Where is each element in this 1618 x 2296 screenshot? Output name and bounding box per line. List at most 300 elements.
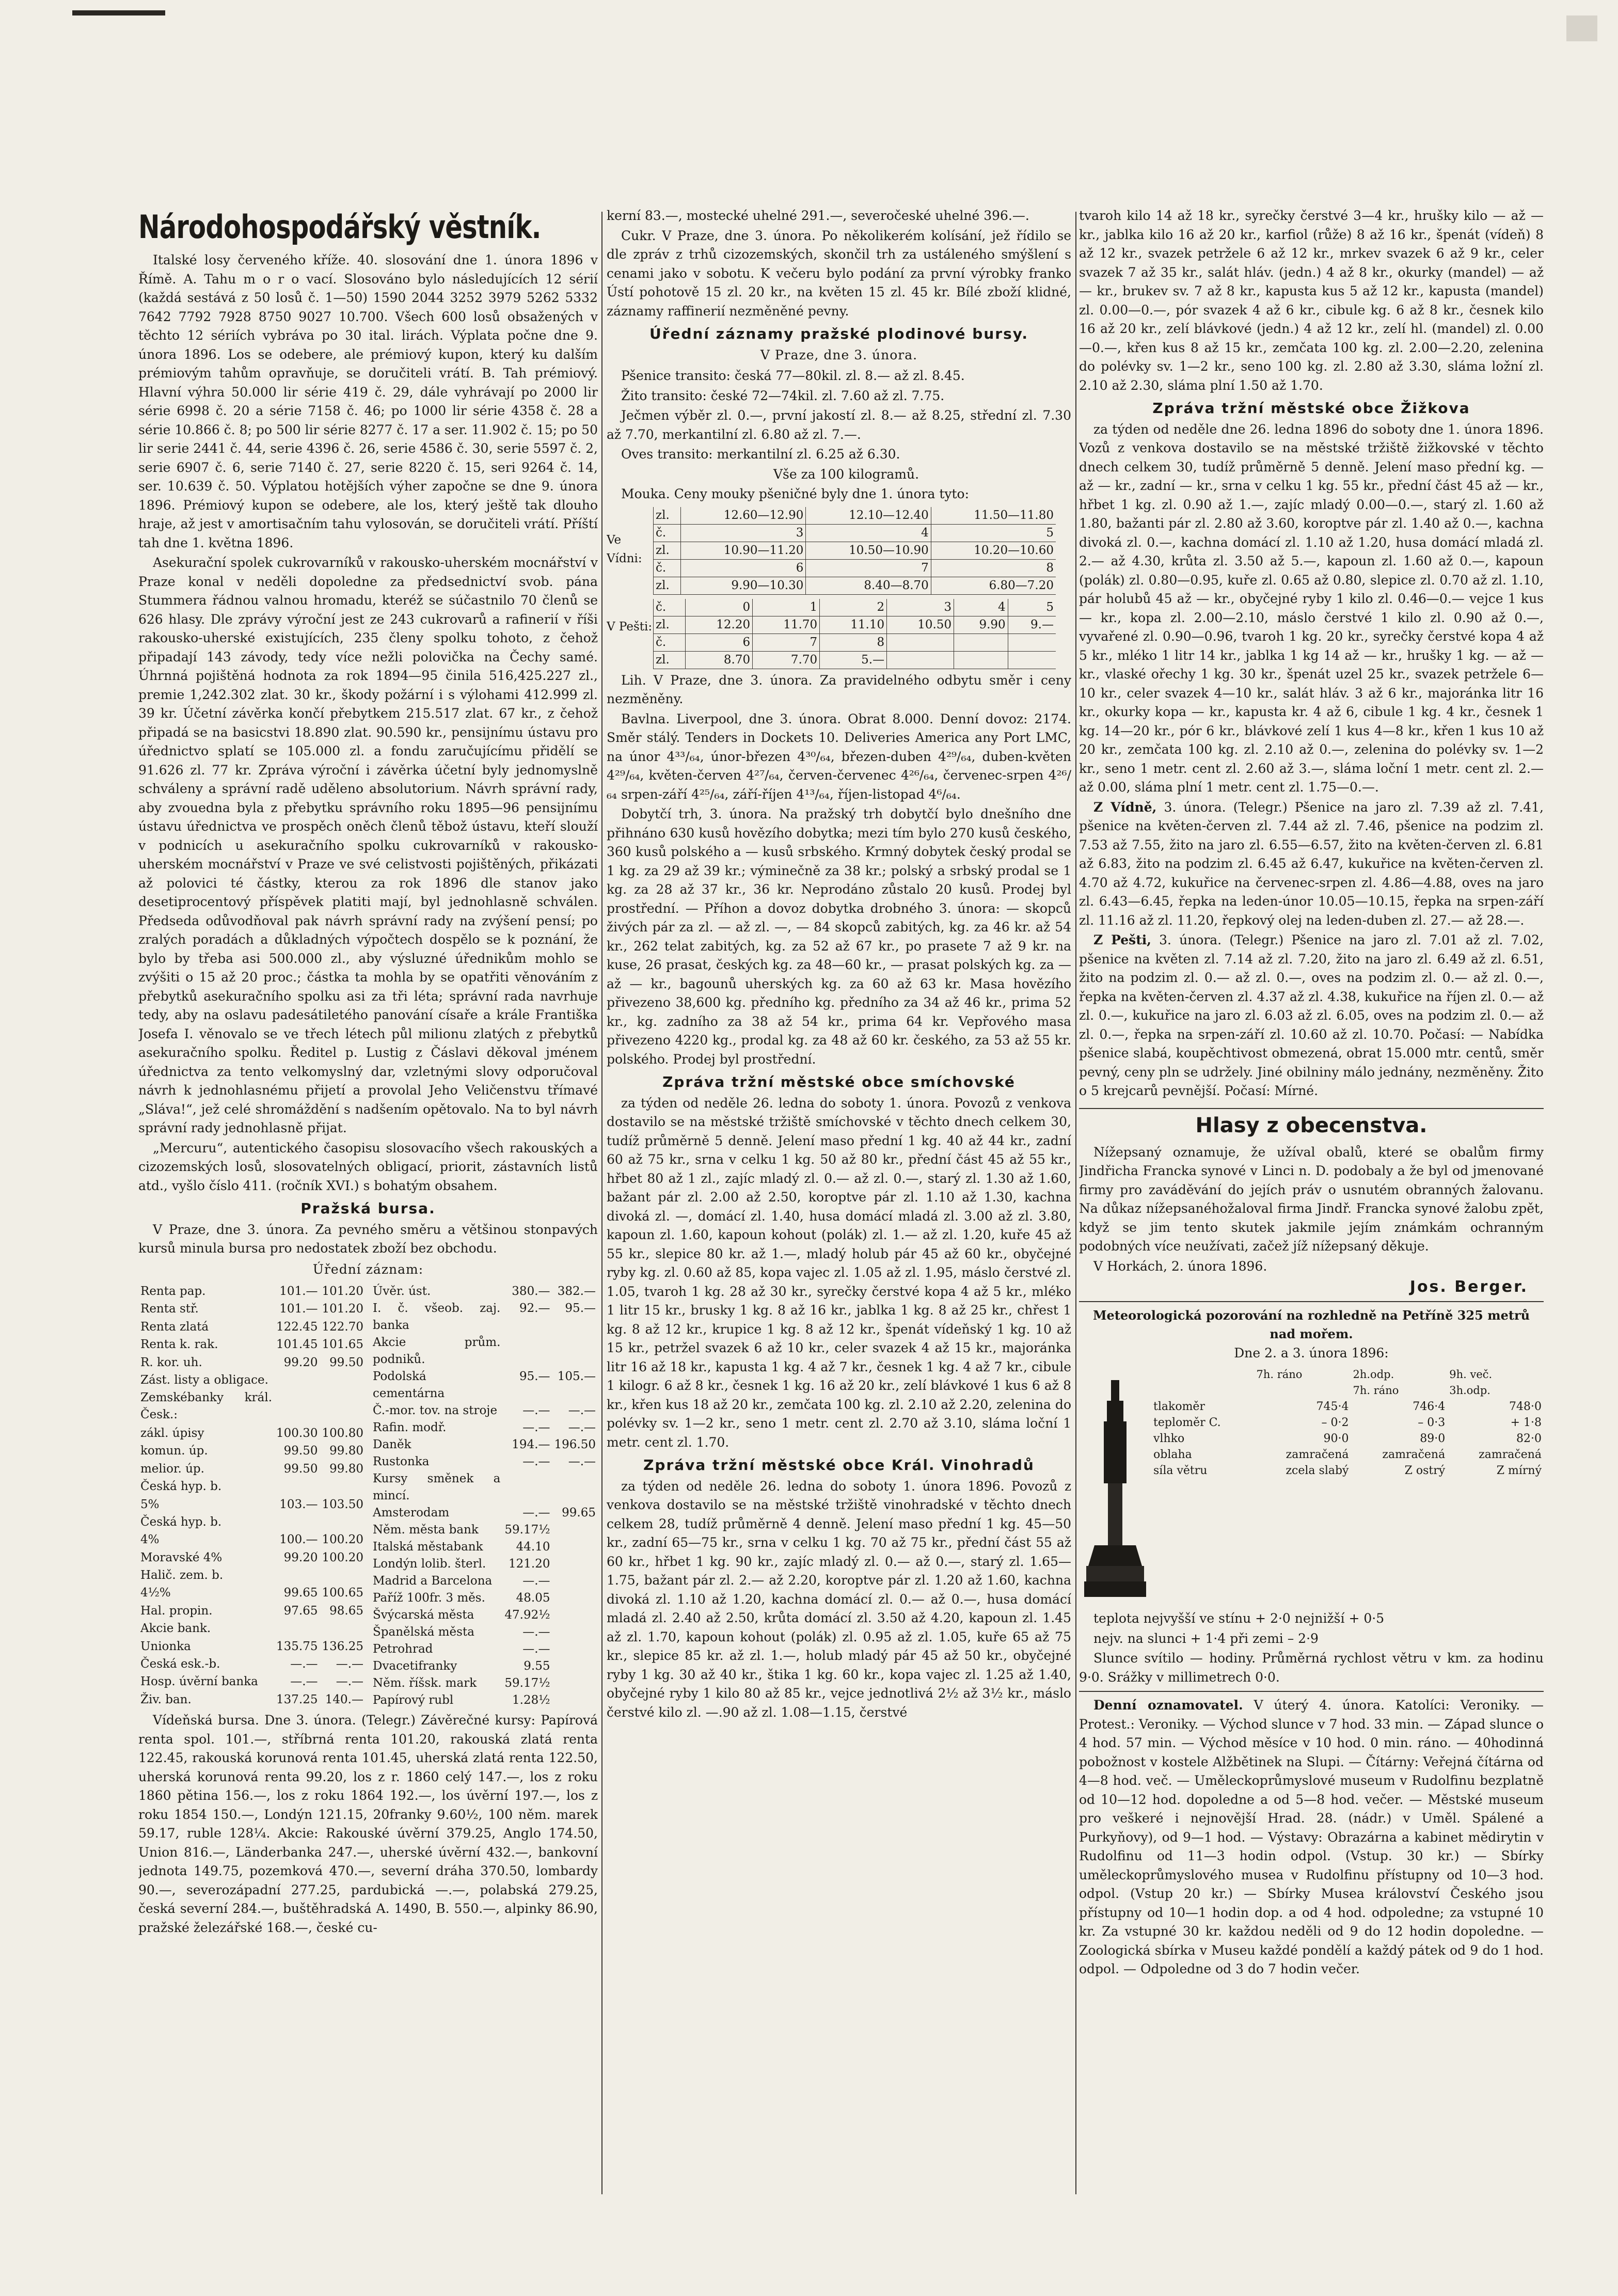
table-cell: Akcie bank. [140,1622,211,1636]
table-cell: Renta stř. [140,1302,199,1316]
bursa-row [138,1354,366,1372]
table-cell: Podolská cementárna [373,1370,445,1400]
table-cell: 746·4 [1413,1400,1446,1413]
bursa-row [371,1402,598,1419]
table-cell [552,1607,598,1624]
table-cell: 0 [686,599,753,616]
bursa-row [371,1522,598,1539]
table-cell: 101.— [279,1285,318,1298]
table-cell: 2 [820,599,887,616]
table-cell: Česká hyp. b. [140,1480,222,1494]
table-cell: —.— [522,1506,550,1519]
column-rule [601,212,602,2194]
plodinova-title: Úřední záznamy pražské plodinové bursy. [649,325,1029,342]
table-cell: 100.— [279,1533,318,1547]
table-cell: zl. [654,542,681,559]
meteo-row [1151,1463,1544,1479]
table-cell: 11.50—11.80 [931,507,1056,525]
print-mark [72,10,165,15]
table-cell: Z mírný [1496,1464,1542,1477]
table-cell: Zemskébanky král. Česk.: [140,1391,273,1422]
table-cell: 101.20 [322,1302,363,1316]
table-cell: —.— [336,1675,363,1689]
table-cell: 95.— [565,1302,596,1315]
table-cell: 8.40—8.70 [806,577,931,594]
table-cell: —.— [336,1657,363,1671]
table-cell [552,1573,598,1590]
plodinova-line: Pšenice transito: česká 77—80kil. zl. 8.— až zl. 8.45. [621,368,965,383]
table-cell: 99.50 [329,1355,363,1369]
bursa-row [138,1603,366,1620]
mouka-row [654,524,1056,542]
article-videnska-bursa: Vídeňská bursa. Dne 3. února. (Telegr.) Závěrečné kursy: Papírová renta spol. 101.—, stříbrná renta 101.20, rakouská zlatá renta 122.45, rakouská korunová renta 101.45, uherská zlatá renta 122.50, uherská korunová renta 99.20, los z r. 1860 celý 147.—, los z roku 1860 pětina 156.—, los z roku 1864 192.—, los úvěrní 197.—, los z roku 1854 150.—, Londýn 121.15, 20franky 9.60½, 100 něm. marek 59.17, ruble 128¼. Akcie: Rakouské úvěrní 379.25, Anglo 174.50, Union 816.—, Länderbanka 247.—, uherské úvěrní 432.—, bankovní jednota 149.75, pozemková 470.—, severní dráha 370.50, lombardy 90.—, severozápadní 277.25, pardubická —.—, polabská 279.25, česká severní 284.—, buštěhradská A. 1490, B. 550.—, alpinky 86.90, pražské železářské 168.—, české cu- [138,1713,598,1935]
table-cell: 99.20 [283,1550,318,1564]
table-cell: tlakoměr [1153,1400,1205,1413]
table-cell: 745·4 [1316,1400,1349,1413]
table-cell: Hosp. úvěrní banka [140,1675,258,1689]
hlasy-signature: Jos. Berger. [1409,1278,1528,1296]
table-cell [274,1478,320,1496]
table-cell: 47.92½ [504,1608,550,1622]
table-cell: č. [654,524,681,542]
table-cell [274,1514,320,1531]
bursa-row [138,1620,366,1638]
bursa-row [138,1514,366,1531]
bursa-row [138,1531,366,1549]
table-cell: č. [654,634,686,651]
meteo-row [1151,1431,1544,1447]
mouka-row [654,542,1056,559]
table-cell: —.— [522,1574,550,1588]
table-cell: 5 [1008,599,1056,616]
mouka-pesti-label: V Pešti: [607,620,653,634]
table-cell: 7.70 [753,651,820,669]
mouka-pesti-table [653,599,1056,669]
table-cell: 97.65 [283,1604,318,1618]
meteo-date: Dne 2. a 3. února 1896: [1234,1345,1389,1360]
table-cell: 103.— [279,1497,318,1511]
table-cell: 82·0 [1516,1432,1542,1445]
table-cell: 12.20 [686,616,753,634]
table-cell: Něm. říšsk. mark [373,1676,477,1690]
table-cell: zamračená [1286,1448,1349,1461]
bursa-row [371,1300,598,1334]
bursa-row [371,1453,598,1470]
article-asekuracni-spolek: Asekurační spolek cukrovarníků v rakousko-uherském mocnářství v Praze konal v neděli dopoledne za předsednictví svob. pána Stummera řádnou valnou hromadu, kteréž se súčastnilo 70 členů se 626 hlasy. Dle zprávy výroční jest ze 243 cukrovarů a rafinerií v říši rakousko-uherské existujících, 235 členy spolku tohoto, z čehož připadají 143 závody, tedy více nežli polovička na Čechy samé. Úhrnná pojištěná hodnota za rok 1894—95 činila 516,425.227 zl., premie 1,242.302 zlat. 30 kr., škody požární i s výlohami 412.999 zl. 39 kr. Účetní závěrka končí přebytkem 215.517 zlat. 67 kr., z čehož připadá se na basicstvi 18.890 zlat. 90.590 kr., pensijnímu ústavu pro úřednictvo splatí se 105.000 zl. a fondu zaručujícímu přidělí se 91.626 zl. 77 kr. Zpráva výroční i závěrka účetní byly jednomyslně schváleny a správní radě uděleno absolutorium. Návrh správní rady, aby zvouedna byla z přebytku správního roku 1895—96 pensijnímu ústavu úřednictva ve prospěch oněch členů těbož ústavu, kteří slouží v podnicích u asekuračního spolku cukrovarníků v rakousko-uherském mocnářství v Praze ve své celistvosti pojištěných, přikázati až polovici té částky, kterou za rok 1896 dle stanov jako desetiprocentový příspěvek platiti mají, byl jednohlasně schválen. Předseda odůvodňoval pak návrh správní rady na zvýšení pensí; po zralých poradách a důkladných výpočtech dospělo se k poznání, že bylo by třeba asi 500.000 zl., aby výsluzné úřednikům mohlo se zvýšiti o 15 až 20 proc.; částka ta mohla by se opatřiti věnováním z přebytků asekuračního spolku asi za tři léta; správní rada navrhuje tedy, aby na oslavu padesátiletého panování císaře a krále Františka Josefa I. věnovalo se ve třech létech půl milionu zlatých z přebytků asekuračního spolku. Ředitel p. Lustig z Čáslavi děkoval jménem úřednictva za tento velkomyslný dar, vzletnými slovy odporučoval návrh k jednohlasnému přijetí a provolal Jeho Veličenstvu třímavé „Sláva!“, jež celé shromáždění s nadšením opětovalo. Na to byl návrh správní rady jednohlasně přijat. [138,555,598,1135]
table-cell [320,1478,366,1496]
table-cell: 7 [806,559,931,577]
bursa-row [371,1607,598,1624]
table-cell: Živ. ban. [140,1692,192,1706]
mouka-intro: Mouka. Ceny mouky pšeničné byly dne 1. února tyto: [621,486,970,501]
vidne-title: Z Vídně, [1093,799,1157,815]
meteo-head-cell: 3h.odp. [1449,1384,1490,1397]
table-cell: 6 [686,634,753,651]
table-cell: Renta k. rak. [140,1338,218,1352]
table-cell: č. [654,559,681,577]
bursa-row [138,1585,366,1602]
meteo-table-wrap [1151,1365,1544,1481]
table-cell: zl. [654,616,686,634]
table-cell: 121.20 [509,1557,550,1571]
table-cell: Madrid a Barcelona [373,1574,493,1588]
pesti-paragraph [1079,931,1544,1101]
table-cell: Č.-mor. tov. na stroje [373,1404,498,1417]
pesti-title: Z Pešti, [1093,932,1151,947]
table-cell: 11.70 [753,616,820,634]
table-cell: —.— [522,1642,550,1656]
table-cell: Daněk [373,1438,411,1451]
table-cell [552,1624,598,1641]
page-corner-shadow [1566,15,1597,41]
bursa-row [138,1461,366,1478]
bursa-row [371,1641,598,1658]
table-cell: Italská městabank [373,1540,483,1554]
table-cell: zákl. úpisy [140,1427,204,1440]
mouka-vidni-table [653,507,1056,595]
table-cell: Dvacetifranky [373,1659,457,1673]
table-cell: 100.65 [322,1586,363,1600]
table-cell: zl. [654,507,681,525]
hlasy-text: Nížepsaný oznamuje, že užíval obalů, které se obalům firmy Jindřicha Francka synové v Linci n. D. podobaly a že byl od jmenované firmy pro zaváděvání do jejích práv o usnutém obranných žalovanu. Na důkaz nížepsanéhožaloval firma Jindř. Francka synové žalobu zpět, když se jim tento skutek jakmile jejím známkám ochranným podobných více neužívati, začež jíž nížepsaný děkuje. [1079,1144,1544,1254]
bursa-row [371,1539,598,1556]
table-cell: 95.— [519,1370,550,1383]
table-cell: 101.65 [322,1338,363,1352]
mouka-row [654,507,1056,525]
meteo-extra: Slunce svítilo — hodiny. Průměrná rychlost větru v km. za hodinu 9·0. Srážky v millimetrech 0·0. [1079,1651,1544,1685]
table-cell [552,1539,598,1556]
table-cell: Úvěr. úst. [373,1285,431,1298]
table-cell: síla větru [1153,1464,1208,1477]
plodinova-line: Ječmen výběr zl. 0.—, první jakostí zl. 8.— až 8.25, střední zl. 7.30 až 7.70, merkantilní zl. 6.80 až zl. 7.—. [607,408,1071,442]
plodinova-date: V Praze, dne 3. února. [760,347,918,362]
table-cell: Švýcarská města [373,1608,474,1622]
table-cell: 100.20 [322,1550,363,1564]
bursa-row [138,1478,366,1496]
meteo-head-cell: 2h.odp. [1353,1368,1394,1381]
table-cell: 140.— [325,1692,363,1706]
table-cell: 1 [753,599,820,616]
table-cell: 99.50 [283,1462,318,1476]
tower-illustration [1084,1380,1146,1597]
meteo-extra: nejv. na slunci + 1·4 při zemi – 2·9 [1093,1630,1319,1646]
table-cell: 136.25 [322,1639,363,1653]
table-cell: Něm. města bank [373,1523,479,1537]
table-cell: 8.70 [686,651,753,669]
table-cell [552,1658,598,1675]
article-continued: kerní 83.—, mostecké uhelné 291.—, severočeské uhelné 396.—. [607,208,1029,223]
mouka-row [654,616,1056,634]
table-cell: 137.25 [276,1692,318,1706]
bursa-row [138,1638,366,1656]
divider [1079,1301,1544,1302]
table-cell: 101.20 [322,1285,363,1298]
bursa-row [138,1301,366,1318]
table-cell: + 1·8 [1510,1416,1542,1429]
table-cell: komun. úp. [140,1444,208,1458]
table-cell [274,1389,320,1425]
table-cell [320,1372,366,1389]
table-cell: Akcie prům. podniků. [373,1336,501,1366]
table-cell: 4 [954,599,1008,616]
table-cell: 101.45 [276,1338,318,1352]
table-cell: zamračená [1382,1448,1446,1461]
table-cell: 100.30 [276,1427,318,1440]
bursa-row [371,1368,598,1402]
table-cell: 3 [887,599,954,616]
meteo-block [1079,1365,1544,1607]
table-cell: zl. [654,651,686,669]
table-cell: 3 [681,524,806,542]
article-dobytci-trh: Dobytčí trh, 3. února. Na pražský trh dobytčí bylo dnešního dne přihnáno 630 kusů hovězího dobytka; mezi tím bylo 270 kusů českého, 360 kusů polského a — kusů srbského. Krmný dobytek český prodal se 1 kg. za 29 až 39 kr.; výminečně za 38 kr.; polský a srbský prodal se 1 kg. za 28 až 37 kr., 36 kr. Neprodáno zůstalo 20 kusů. Prodej byl prostřední. — Příhon a dovoz dobytka drobného 3. února: — skopců živých pár za zl. — až zl. —, — 84 skopců zabitých, kg. za 46 kr. až 54 kr., 262 telat zabitých, kg. za 52 až 67 kr., po prasete 7 až 9 kr. na kuse, 26 prasat, českých kg. za 48—60 kr., — prasat polských kg. za — až — kr., bagounů uherských kg. za 60 až 63 kr. Masa hovězího přivezeno 38,600 kg. předního kg. předního za 34 až 46 kr., prima 52 kr., kg. zadního za 38 až 54 kr., prima 64 kr. Vepřového masa přivezeno 4220 kg., prodal kg. za 48 až 60 kr. českého, za 53 až 55 kr. polského. Prodej byl prostřední. [607,806,1071,1067]
table-cell [552,1675,598,1692]
table-cell: zcela slabý [1286,1464,1349,1477]
section-masthead: Národohospodářský věstník. [138,208,541,246]
table-cell: Londýn lolib. šterl. [373,1557,486,1571]
table-cell: 59.17½ [504,1676,550,1690]
table-cell: 92.— [519,1302,550,1315]
meteo-row [1151,1447,1544,1463]
bursa-row [138,1549,366,1567]
table-cell: teploměr C. [1153,1416,1221,1429]
table-cell: 11.10 [820,616,887,634]
bursa-row [138,1319,366,1336]
article-bavlna: Bavlna. Liverpool, dne 3. února. Obrat 8.000. Denní dovoz: 2174. Směr stálý. Tenders in Dockets 10. Deliveries America any Port LMC, na únor 4³³/₆₄, únor-březen 4³⁰/₆₄, březen-duben 4²⁹/₆₄, duben-květen 4²⁹/₆₄, květen-červen 4²⁷/₆₄, červen-červenec 4²⁶/₆₄, červenec-srpen 4²⁶/₆₄ srpen-září 4²⁵/₆₄, září-říjen 4¹³/₆₄, říjen-listopad 4⁶/₆₄. [607,711,1071,802]
table-cell: Renta pap. [140,1285,206,1298]
table-cell: Česká hyp. b. [140,1515,222,1529]
column-3 [1079,207,1544,2199]
table-cell: Paříž 100fr. 3 měs. [373,1591,485,1605]
column-rule [1075,212,1076,2194]
table-cell [502,1334,552,1368]
table-cell: 8 [820,634,887,651]
table-cell [552,1522,598,1539]
table-cell [887,651,954,669]
table-cell: 12.60—12.90 [681,507,806,525]
table-cell: Španělská města [373,1625,474,1639]
table-cell [320,1514,366,1531]
bursa-row [138,1496,366,1514]
table-cell: 89·0 [1420,1432,1446,1445]
table-cell: vlhko [1153,1432,1185,1445]
bursa-row [371,1675,598,1692]
bursa-row [138,1673,366,1691]
table-cell: 7 [753,634,820,651]
kral-text: za týden od neděle 26. ledna do soboty 1. února 1896. Povozů z venkova dostavilo se na městské tržiště vinohradské v těchto dnech celkem 28, tudíž průměrně 4 denně. Jelení maso přední 1 kg. 45—50 kr., zadní 65—75 kr., srna v celku 1 kg. 70 až 75 kr., přední část 55 až 60 kr., hřbet 1 kg. 90 kr., zajíc mladý zl. 0.— až 0.—, starý zl. 1.65—1.75, bažant pár zl. 2.— až 2.20, koroptve pár zl. 1.20 až 1.60, kachna divoká zl. 1.10 až 1.20, kachna domácí zl. 0.— až 0.—, husa domácí mladá zl. 2.40 až 2.50, krůta domácí zl. 3.50 až 4.20, kapoun zl. 1.45 až zl. 1.70, kapoun kohout (polák) zl. 0.95 až zl. 1.05, kuře 65 až 75 kr., slepice 85 kr. až zl. 1.—, holub mladý pár 45 až 50 kr., obyčejné ryby 1 kg. 30 až 40 kr., štika 1 kg. 60 kr., kopa vajec zl. 1.25 až 1.40, obyčejné ryby 1 kilo 80 až 85 kr., vejce jednotlivá 2½ až 3½ kr., máslo čerstvé kilo zl. —.90 až zl. 1.08—1.15, čerstvé [607,1478,1071,1720]
table-cell [502,1470,552,1505]
table-cell: melior. úp. [140,1462,204,1476]
meteo-row [1151,1399,1544,1415]
table-cell: Z ostrý [1404,1464,1446,1477]
table-cell: Papírový rubl [373,1693,454,1707]
zizkov-text: za týden od neděle dne 26. ledna 1896 do soboty dne 1. února 1896. Vozů z venkova dostavilo se na městské tržiště žižkovské v těchto dnech celkem 30, tudíž průměrně 5 denně. Jelení maso přední kg. — až — kr., zadní — kr., srna v celku 1 kg. 55 kr., přední část 45 až — kr., hřbet 1 kg. zl. 0.90 až 1.—, zajíc mladý 0.00—0.—, starý zl. 1.60 až 1.80, bažanti pár zl. 2.80 až 3.60, koroptve pár zl. 1.40 až 0.—, kachna divoká zl. 0.—, kachna domácí zl. 1.10 až 1.20, husa domácí mladá zl. 2.— až 4.30, krůta zl. 3.50 až 5.—, kapoun zl. 1.60 až 0.—, kapoun (polák) zl. 0.80—0.95, kuře zl. 0.65 až 0.80, slepice zl. 0.70 až zl. 1.10, pár holubů 45 až — kr., obyčejné ryby 1 kilo zl. 0.46—0.— vejce 1 kus — kr., kopa zl. 2.00—2.10, máslo čerstvé 1 kilo zl. 0.90 až 0.—, vyvařené zl. 0.90—0.96, tvaroh 1 kg. 20 kr., syrečky čerstvé kopa 4 až 5 kr., mléko 1 litr 14 kr., jablka 1 kg 14 až — kr., hrušky 1 kg. — až — kr., vlaské ořechy 1 kg. 30 kr., špenát uzel 25 kr., svazek petržele 6—10 kr., celer svazek 4—10 kr., salát hláv. 3 až 6 kr., majoránka litr 16 kr., okurky kopa — kr., kapusta kr. 4 až 6, cibule 1 kg. 4 kr., česnek 1 kg. 14—20 kr., pór 6 kr., blávkové zelí 1 kus 4—8 kr., křen 1 kus 10 až 20 kr., zemčata 100 kg. zl. 2.10 až 0.—, zelenina do polévky sv. 1—2 kr., seno 1 metr. cent zl. 2.60 až 3.—, sláma loční 1 metr. cent zl. 2.— až 0.00, sláma plní 1 metr. cent zl. 1.75—0.—. [1079,421,1544,795]
bursa-row [138,1372,366,1389]
mouka-row [654,599,1056,616]
table-cell: 1.28½ [512,1693,550,1707]
table-cell: 10.50 [887,616,954,634]
table-cell: zl. [654,577,681,594]
table-cell: 100.80 [322,1427,363,1440]
table-cell: Hal. propin. [140,1604,213,1618]
table-cell: Renta zlatá [140,1320,209,1334]
table-cell: zamračená [1479,1448,1542,1461]
table-cell [320,1567,366,1585]
table-cell: 99.80 [329,1444,363,1458]
table-cell: 44.10 [516,1540,550,1554]
table-cell: —.— [290,1657,318,1671]
table-cell: —.— [290,1675,318,1689]
table-cell [274,1567,320,1585]
table-cell: 99.80 [329,1462,363,1476]
zizkov-title: Zpráva tržní městské obce Žižkova [1152,400,1470,417]
table-cell: —.— [522,1625,550,1639]
table-cell [954,634,1008,651]
bursa-row [371,1436,598,1453]
table-cell: 10.50—10.90 [806,542,931,559]
table-cell [552,1556,598,1573]
table-cell: Amsterodam [373,1506,450,1519]
bursa-tables [138,1281,598,1711]
bursa-table-left [138,1283,366,1709]
table-cell: Česká esk.-b. [140,1657,220,1671]
bursa-row [138,1389,366,1425]
table-cell: Petrohrad [373,1642,433,1656]
table-cell: —.— [568,1421,596,1434]
table-cell: 99.20 [283,1355,318,1369]
meteo-extra: teplota nejvyšší ve stínu + 2·0 nejnižší + 0·5 [1093,1611,1385,1626]
column-1 [138,207,598,2199]
article-mercur: „Mercuru“, autentického časopisu slosovacího všech rakouských a cizozemských losů, slosovatelných obligací, priorit, zástavních listů atd., vyšlo číslo 411. (ročník XVI.) s bohatým obsahem. [138,1140,598,1193]
table-cell [552,1692,598,1709]
meteo-head-cell: 7h. ráno [1256,1368,1303,1381]
table-cell [1008,651,1056,669]
table-cell: oblaha [1153,1448,1192,1461]
table-cell: 6 [681,559,806,577]
oznam-title: Denní oznamovatel. [1093,1698,1243,1713]
oznam-text: V úterý 4. února. Katolíci: Veroniky. — Protest.: Veroniky. — Východ slunce v 7 hod. 33 min. — Západ slunce o 4 hod. 57 min. — Východ měsíce v 10 hod. 0 min. ráno. — 40hodinná pobožnost v kostele Alžbětinek na Slupi. — Čítárny: Veřejná čítárna od 4—8 hod. več. — Uměleckoprůmyslové museum v Rudolfinu bezplatně od 10—12 hod. dopoledne a od 5—8 hod. večer. — Městské museum pro veškeré i nejnovější Hrad. 28. (nádr.) v Uměl. Spálené a Purkyňovy), od 9—1 hod. — Výstavy: Obrazárna a kabinet mědirytin v Rudolfinu od 11—3 hodin odpol. (Vstup. 30 kr.) — Sbírky uměleckoprůmyslového musea v Rudolfinu přístupny od 10—3 hod. odpol. (Vstup 20 kr.) — Sbírky Musea království Českého jsou přístupny od 10—1 hodin dop. a od 4 hod. odpoledne; za vstupné 10 kr. Za vstupné 30 kr. každou neděli od 9 do 12 hodin dopoledne. — Zoologická sbírka v Museu každé pondělí a každý pátek od 9 do 1 hod. odpol. — Odpoledne od 3 do 7 hodin večer. [1079,1698,1544,1976]
smichov-text: za týden od neděle 26. ledna do soboty 1. února. Povozů z venkova dostavilo se na městské tržiště smíchovské v těchto dnech celkem 30, tudíž průměrně 5 denně. Jelení maso přední 1 kg. 40 až 44 kr., zadní 60 až 75 kr., srna v celku 1 kg. 50 až 80 kr., přední část 45 až 55 kr., hřbet 80 až 1 zl., zajíc mladý zl. 0.— až zl. 0.—, starý zl. 1.30 až 1.60, bažant pár zl. 2.00 až 2.50, koroptve pár zl. 1.10 až 1.30, kachna divoká zl. —, domácí zl. 1.40, husa domácí mladá zl. 3.00 až zl. 3.80, kapoun zl. 1.60, kapoun kohout (polák) zl. 1.— až zl. 1.20, kuře 45 až 55 kr., slepice 80 kr. až 1.—, mladý holub pár 45 až 60 kr., obyčejné ryby kg. zl. 0.60 až 85, kopa vajec zl. 1.05 až zl. 1.95, máslo čerstvé zl. 1.05, tvaroh 1 kg. 28 až 30 kr., syrečky čerstvé kopa 4 až 5 kr., mléko 1 litr 15 kr., brusky 1 kg. 8 až 16 kr., jablka 1 kg. 8 až 25 kr., chřest 1 kg. 8 až 12 kr., krupice 1 kg. 8 až 12 kr., špenát vídeňský 1 kg. 10 až 15 kr., petržel svazek 6 až 10 kr., celer svazek 4 až 15 kr., majoránka litr 16 až 18 kr., kapusta 1 kg. 4 až 7 kr., česnek 1 kg. 4 až 7 kr., cibule 1 kilogr. 6 až 8 kr., česnek 1 kg. 16 až 20 kr., zelí blávkové 1 kus 6 až 8 kr., křen kus 18 až 20 kr., zemčata 100 kg. zl. 2.10 až 2.20, zelenina do polévky sv. 1—2 kr., seno 1 metr. cent zl. 2.70 až 3.10, sláma loční 1 metr. cent zl. 1.70. [607,1095,1071,1450]
vidne-text: 3. února. (Telegr.) Pšenice na jaro zl. 7.39 až zl. 7.41, pšenice na květen-červen zl. 7.44 až zl. 7.46, pšenice na podzim zl. 7.53 až 7.55, žito na jaro zl. 6.55—6.57, žito na květen-červen zl. 6.81 až 6.83, žito na podzim zl. 6.45 až 6.47, kukuřice na květen-červen zl. 4.70 až 4.72, kukuřice na červenec-srpen zl. 4.86—4.88, oves na jaro zl. 6.43—6.45, řepka na leden-únor 10.05—10.15, řepka na srpen-září zl. 11.16 až zl. 11.20, řepkový olej na leden-duben zl. 27.— až 28.—. [1079,799,1544,928]
table-cell: 196.50 [554,1438,596,1451]
meteo-head-cell: 7h. ráno [1353,1384,1399,1397]
bursa-row [371,1334,598,1368]
hlasy-title: Hlasy z obecenstva. [1079,1108,1544,1139]
bursa-intro: V Praze, dne 3. února. Za pevného směru a většinou stonpavých kursů minula bursa pro nedostatek zboží bez obchodu. [138,1222,598,1256]
vidne-paragraph [1079,798,1544,930]
table-cell: 382.— [557,1285,596,1298]
table-cell [552,1470,598,1505]
meteo-head-cell: 9h. več. [1449,1368,1493,1381]
mouka-row [654,577,1056,594]
table-cell: —.— [568,1455,596,1468]
mouka-pesti-block [607,597,1071,671]
hlasy-place: V Horkách, 2. února 1896. [1093,1258,1267,1274]
table-cell: —.— [522,1455,550,1468]
table-cell: 122.45 [276,1320,318,1334]
table-cell: 748·0 [1509,1400,1542,1413]
table-cell: 98.65 [329,1604,363,1618]
table-cell: Moravské 4% [140,1550,223,1564]
bursa-row [371,1283,598,1300]
kral-title: Zpráva tržní městské obce Král. Vinohradů [643,1456,1035,1474]
table-cell [274,1620,320,1638]
table-cell: – 0·3 [1418,1416,1446,1429]
table-cell: 59.17½ [504,1523,550,1537]
table-cell: 99.65 [283,1586,318,1600]
bursa-row [138,1567,366,1585]
table-cell [274,1372,320,1389]
table-cell [320,1389,366,1425]
table-cell: 5.— [820,651,887,669]
table-cell: 4 [806,524,931,542]
table-cell: 9.90 [954,616,1008,634]
table-cell: č. [654,599,686,616]
bursa-row [371,1505,598,1522]
bursa-row [371,1556,598,1573]
table-cell: 4½% [140,1586,171,1600]
bursa-row [371,1470,598,1505]
table-cell: 100.20 [322,1533,363,1547]
bursa-sub: Úřední záznam: [312,1261,424,1277]
table-cell: 194.— [512,1438,550,1451]
table-cell [552,1590,598,1607]
table-cell: 9.90—10.30 [681,577,806,594]
meteo-head-row [1151,1383,1544,1399]
mouka-vidni-block [607,505,1071,597]
bursa-row [371,1658,598,1675]
table-cell [552,1641,598,1658]
smichov-title: Zpráva tržní městské obce smíchovské [662,1073,1016,1090]
table-cell: 12.10—12.40 [806,507,931,525]
table-cell: Halič. zem. b. [140,1569,224,1582]
bursa-row [138,1336,366,1354]
table-cell: 90·0 [1323,1432,1349,1445]
oznam-paragraph [1079,1696,1544,1979]
bursa-row [371,1692,598,1709]
bursa-row [138,1425,366,1443]
table-cell: 4% [140,1533,160,1547]
table-cell: 5% [140,1497,160,1511]
bursa-table-right [371,1283,598,1709]
table-cell: Unionka [140,1639,191,1653]
table-cell: 103.50 [322,1497,363,1511]
bursa-row [371,1419,598,1436]
table-cell: R. kor. uh. [140,1355,202,1369]
bursa-row [138,1656,366,1673]
article-continued: tvaroh kilo 14 až 18 kr., syrečky čerstvé 3—4 kr., hrušky kilo — až — kr., jablka kilo 16 až 20 kr., karfiol (růže) 8 až 16 kr., špenát (vídeň) 8 až 12 kr., svazek petržele 6 až 12 kr., mrkev svazek 6 až 9 kr., celer svazek 7 až 35 kr., salát hláv. (jedn.) 4 až 8 kr., okurky (mandel) — až — kr., brukev sv. 7 až 8 kr., kapusta kus 5 až 12 kr., kapusta (mandel) zl. 0.00—0.—, pór svazek 4 až 6 kr., cibule kg. 6 až 8 kr., česnek kilo 16 až 20 kr., zelí blávkové (jedn.) 4 až 12 kr., zelí hl. (mandel) zl. 0.00—0.—, křen kus 8 až 15 kr., zemčata 100 kg. zl. 2.00—2.20, zelenina do polévky sv. 1—2 kr., seno 100 kg. zl. 2.80 až 3.30, sláma ložní zl. 2.10 až 2.30, sláma plní 1.50 až 1.70. [1079,208,1544,393]
table-cell: 9.— [1008,616,1056,634]
bursa-row [138,1443,366,1460]
table-cell [552,1334,598,1368]
table-cell: 10.90—11.20 [681,542,806,559]
mouka-row [654,559,1056,577]
meteo-table [1151,1367,1544,1479]
article-italske-losy: Italské losy červeného kříže. 40. slosování dne 1. února 1896 v Římě. A. Tahu m o r o vací. Slosováno bylo následujících 12 sérií (každá sestává z 50 losů č. 1—50) 1590 2044 3252 3979 5262 5332 7642 7792 7928 8750 9027 10.700. Všech 600 losů obsažených v těchto 12 sériích vybráva po 30 ital. lirách. Výplata počne dne 9. února 1896. Los se odebere, ale prémiový kupon, který ku dalším prémiovým tahům opravňuje, se doručiteli vrátí. B. Tah prémiový. Hlavní výhra 50.000 lir série 419 č. 29, dále vyhrávají po 2000 lir série 6998 č. 20 a série 7158 č. 46; po 1000 lir série 4358 č. 28 a série 10.866 č. 8; po 500 lir série 8277 č. 17 a ser. 11.902 č. 15; po 50 lir serie 2441 č. 44, serie 4396 č. 26, serie 4586 č. 30, serie 5597 č. 2, serie 6907 č. 6, serie 7140 č. 27, serie 8220 č. 15, seri 9264 č. 14, ser. 10.639 č. 50. Výplatou hotějších výher započne se dne 9. února 1896. Prémiový kupon se odebere, ale los, který ještě tak dlouho hraje, až jest v amortisačním tahu vylosován, se doručiteli vrátí. Příští tah dne 1. května 1896. [138,252,598,550]
article-cukr: Cukr. V Praze, dne 3. února. Po několikerém kolísání, jež řídilo se dle zpráv z trhů cizozemských, skončil trh za ustáleného smýšlení s cenami jako v sobotu. K večeru bylo podání za první výrobky franko Ústí pohotově 15 zl. 20 kr., na květen 15 zl. 45 kr. Bílé zboží klidné, záznamy raffinerií nezměněné pevny. [607,228,1071,319]
table-cell: 99.65 [562,1506,596,1519]
plodinova-line: Žito transito: české 72—74kil. zl. 7.60 až zl. 7.75. [621,388,945,403]
table-cell [320,1620,366,1638]
mouka-row [654,651,1056,669]
table-cell: Kursy směnek a mincí. [373,1472,501,1502]
table-cell: 99.50 [283,1444,318,1458]
table-cell: 8 [931,559,1056,577]
mouka-vidni-label: Ve Vídni: [607,533,642,565]
bursa-row [371,1590,598,1607]
table-cell [1008,634,1056,651]
meteo-row [1151,1415,1544,1431]
table-cell: Rustonka [373,1455,430,1468]
